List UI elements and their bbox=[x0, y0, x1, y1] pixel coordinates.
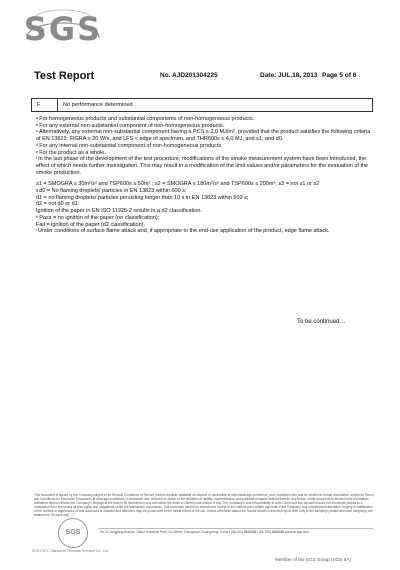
legal-disclaimer: This document is issued by the Company subject to its General Conditions of Service printed overleaf, available on request or accessible at http://www.sgs.com/terms_and_conditions.htm and for electronic format documents, subject to Terms and Conditions for Electronic Documents at www.sgs.com/terms_e-document.htm. Attention is drawn to the limitation of liability, indemnification and jurisdiction issues defined therein. Any holder of this document is advised that information contained hereon reflects the Company's findings at the time of its intervention only and within the limits of Client's instructions, if any. The Company's sole responsibility is to its Client and this document does not exonerate parties to a transaction from exercising all their rights and obligations under the transaction documents. This document cannot be reproduced except in full, without prior written approval of the Company. Any unauthorized alteration, forgery or falsification of the content or appearance of this document is unlawful and offenders may be prosecuted to the fullest extent of the law. Unless otherwise stated the results shown in this test report refer only to the sample(s) tested and such sample(s) are retained for 30 days only. bbox=[34, 493, 374, 517]
footnote-text: d0 = No flaming droplets/ particles in EN 13823 within 600 s; bbox=[39, 188, 187, 195]
footnote-text: For any external non-substantial component of non-homogeneous products. bbox=[39, 122, 225, 129]
smoke-classes bbox=[36, 181, 376, 188]
footer-company: SGS-CSTC Standards Technical Services Co., Ltd. bbox=[32, 549, 109, 553]
footnote-text: For any internal non-substantial component of non-homogeneous products. bbox=[39, 142, 223, 149]
footnote-mark: d bbox=[36, 141, 39, 147]
report-title: Test Report bbox=[34, 70, 95, 82]
footnote bbox=[36, 201, 376, 208]
member-statement: Member of the SGS Group (SGS SA) bbox=[275, 557, 352, 562]
footnote bbox=[36, 222, 376, 229]
legend-row bbox=[31, 98, 373, 112]
report-number: No. AJD201304225 bbox=[160, 72, 218, 79]
footnote-mark: b bbox=[36, 121, 39, 127]
footer-sgs-logo: SGS bbox=[58, 518, 88, 548]
footnote-text: Pass = no ignition of the paper (no classification); bbox=[39, 214, 160, 221]
footnote-text: s1 = SMOGRA ≤ 30m²/s² and TSP600s ≤ 50m² ; s2 = SMOGRA ≤ 180m²/s² and TSP600s ≤ 200m²; s3 = not s1 or s2 bbox=[36, 181, 320, 188]
footnote bbox=[36, 215, 376, 222]
footnote-mark: c bbox=[36, 128, 38, 134]
footnote bbox=[36, 208, 376, 215]
footnote-mark: g bbox=[36, 187, 39, 193]
footnote-text: Ignition of the paper in EN ISO 11925-2 results in a d2 classification. bbox=[36, 208, 202, 215]
footnote bbox=[36, 195, 376, 202]
footnote-text: In the last phase of the development of the test procedure, modifications of the smoke measurement system have been introduced, the effect of which needs further investigation. This may result in a modification of the limit values and/or parameters for the evaluation of the smoke production. bbox=[36, 156, 369, 176]
legend-text: No performance determined bbox=[63, 102, 133, 108]
footnote bbox=[36, 143, 376, 150]
footnote-text: For the product as a whole. bbox=[39, 149, 106, 156]
footnote-mark: f bbox=[36, 155, 38, 161]
footnote-mark: i bbox=[36, 227, 37, 233]
footnote bbox=[36, 123, 376, 130]
footnote-mark: a bbox=[36, 115, 39, 120]
footnote-mark: e bbox=[36, 148, 39, 154]
page-number: Page 5 of 6 bbox=[322, 72, 357, 79]
footnote bbox=[36, 156, 376, 176]
footnote-text: Alternatively, any external non-substantial component having a PCS ≤ 2,0 MJ/m², provided that the product satisfies the following criteria of EN 13823: FIGRA ≤ 20 W/s, and LFS < edge of specimen, and THR600s ≤ 4,0 MJ, and s1, and d0. bbox=[36, 129, 371, 143]
footer-divider bbox=[98, 528, 373, 529]
footnote bbox=[36, 150, 376, 157]
footnote bbox=[36, 228, 376, 235]
footnote-mark: h bbox=[36, 213, 39, 219]
continued-label: To be continued… bbox=[297, 319, 346, 325]
footnote bbox=[36, 129, 376, 142]
report-date: Date: JUL.18, 2013 bbox=[260, 72, 318, 79]
legend-code: F bbox=[32, 99, 58, 111]
footnote-text: For homogeneous products and substantial components of non-homogeneous products. bbox=[39, 116, 255, 122]
footnote-text: d1 = no flaming droplets/ particles persisting longer than 10 s in EN 13823 within 600 s; bbox=[36, 194, 249, 201]
sgs-logo-text: SGS bbox=[23, 10, 103, 48]
footnote bbox=[36, 116, 376, 123]
footer-address: No.31 Yongjiang Avenue, Dianzi Industrial Park, Gu Street, Zhongshan, Guangdong, China t (86-760) 8888888 f (86-760) 8888888 www.cn.sgs.com bbox=[100, 530, 309, 534]
footnote-text: d2 = not d0 or d1. bbox=[36, 201, 80, 208]
footnote-text: Fail = ignition of the paper (d2 classification). bbox=[36, 221, 145, 228]
footnote bbox=[36, 188, 376, 195]
footnote-text: Under conditions of surface flame attack and, if appropriate to the end-use application of the product, edge flame attack. bbox=[37, 228, 330, 235]
footnotes bbox=[36, 116, 376, 235]
